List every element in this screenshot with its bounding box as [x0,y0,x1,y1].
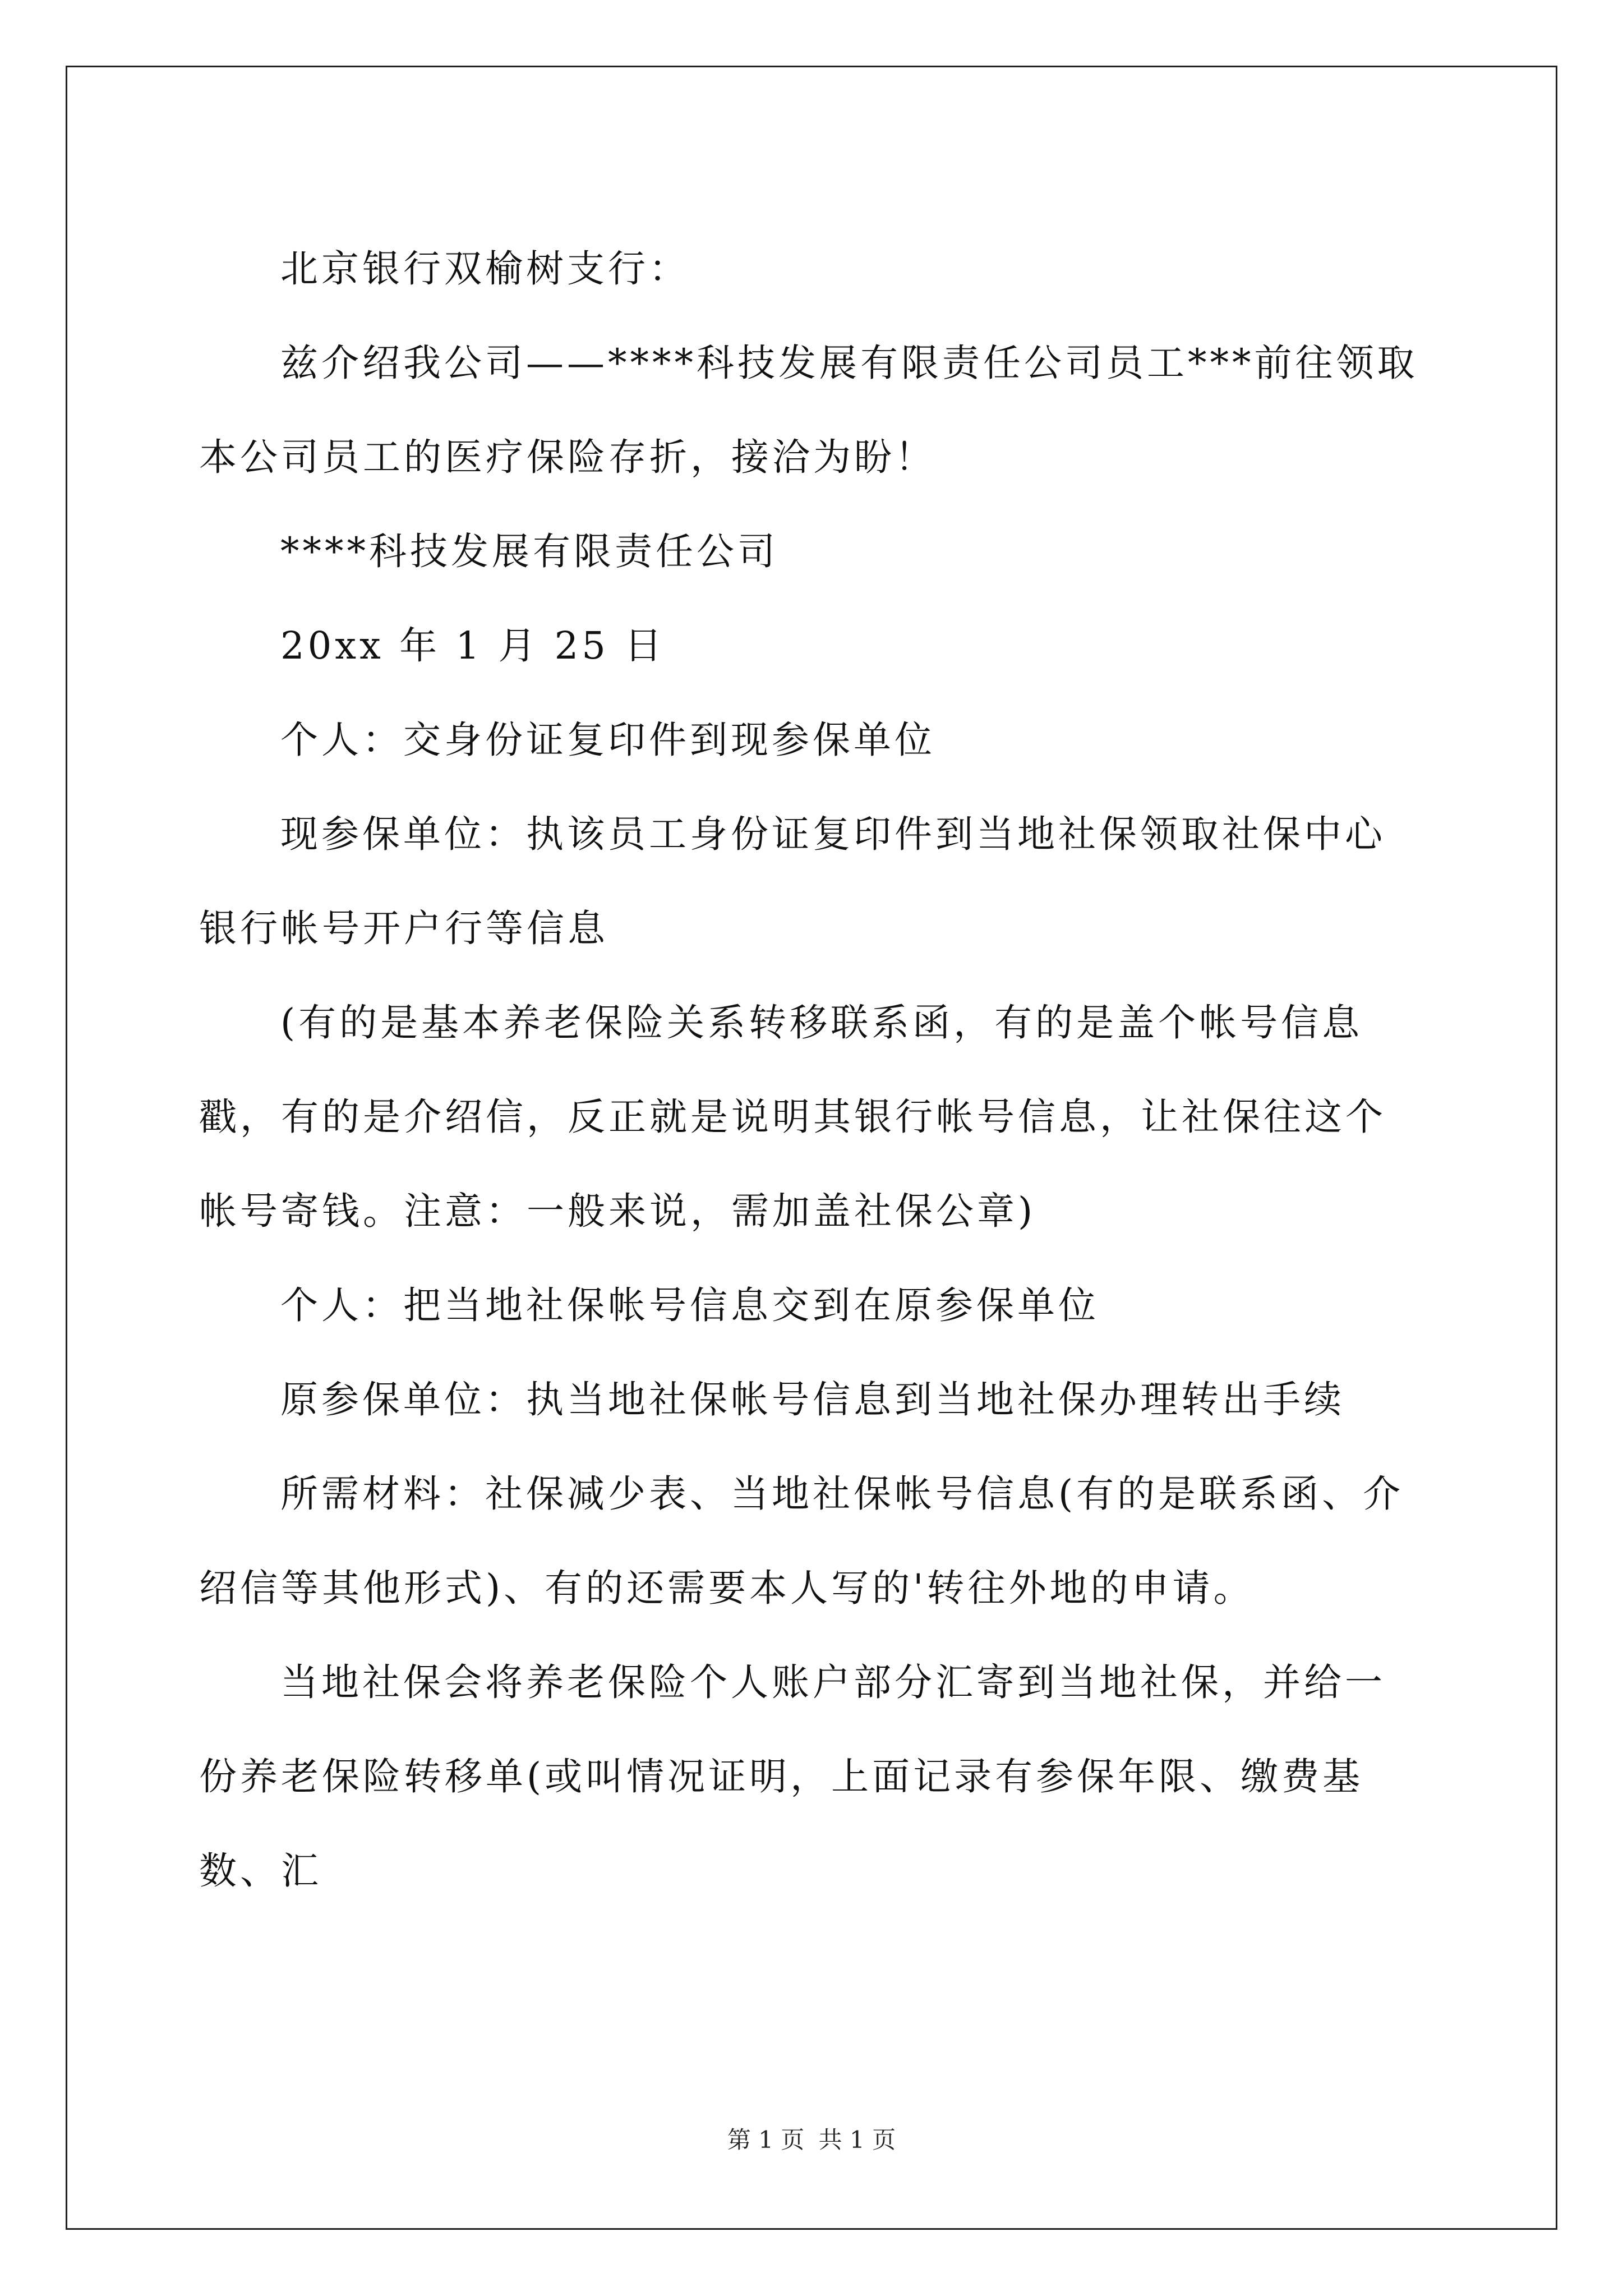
paragraph-original-unit: 原参保单位：执当地社保帐号信息到当地社保办理转出手续 [280,1378,1345,1421]
introduction-paragraph: 兹介绍我公司——****科技发展有限责任公司员工***前往领取本公司员工的医疗保险存折，接洽为盼！ [199,341,1418,479]
paragraph-personal-step-2: 个人：把当地社保帐号信息交到在原参保单位 [280,1283,1099,1327]
paragraph-current-unit: 现参保单位：执该员工身份证复印件到当地社保领取社保中心银行帐号开户行等信息 [199,812,1386,950]
paragraph-note: (有的是基本养老保险关系转移联系函，有的是盖个帐号信息戳，有的是介绍信，反正就是说明其银行帐号信息，让社保往这个帐号寄钱。注意：一般来说，需加盖社保公章) [199,1001,1386,1233]
document-body [199,222,1419,1918]
salutation: 北京银行双榆树支行： [280,247,690,291]
paragraph-local-social-security: 当地社保会将养老保险个人账户部分汇寄到当地社保，并给一份养老保险转移单(或叫情况证明，上面记录有参保年限、缴费基数、汇 [199,1660,1386,1893]
page-number: 第 1 页 [727,2126,805,2154]
company-signature: ****科技发展有限责任公司 [280,530,778,573]
paragraph-required-materials: 所需材料：社保减少表、当地社保帐号信息(有的是联系函、介绍信等其他形式)、有的还需要本人写的'转往外地的申请。 [199,1472,1404,1610]
page-total: 共 1 页 [818,2126,896,2154]
letter-date: 20xx 年 1 月 25 日 [280,624,666,668]
page-footer [0,2122,1623,2155]
paragraph-personal-step-1: 个人：交身份证复印件到现参保单位 [280,718,935,762]
